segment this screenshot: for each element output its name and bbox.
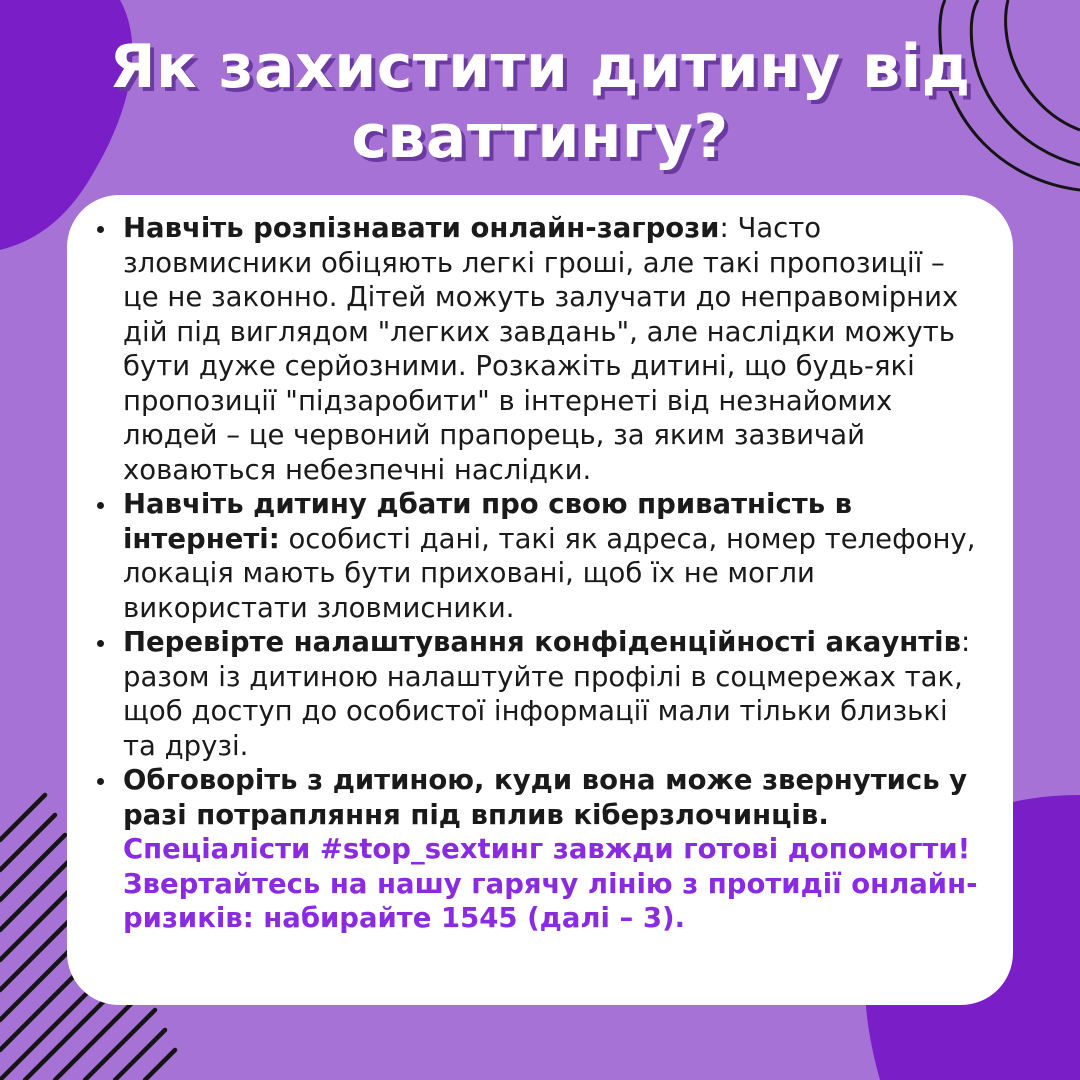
page-title bbox=[0, 32, 1080, 172]
tip-heading: Навчіть дитину дбати про свою приватність в інтернеті: bbox=[123, 488, 853, 555]
tip-separator: : bbox=[719, 212, 729, 244]
hotline-highlight: Спеціалісти #stop_sextинг завжди готові допомогти! Звертайтесь на нашу гарячу лінію з протидії онлайн-ризиків: набирайте 1545 (далі – 3). bbox=[123, 833, 978, 934]
tips-card bbox=[67, 195, 1013, 1005]
tip-body: особисті дані, такі як адреса, номер телефону, локація мають бути приховані, щоб їх не могли використати зловмисники. bbox=[123, 522, 976, 624]
tip-body: разом із дитиною налаштуйте профілі в соцмережах так, щоб доступ до особистої інформації мали тільки близькі та друзі. bbox=[123, 660, 963, 762]
title-line-2: сваттингу? bbox=[351, 102, 729, 172]
title-line-1: Як захистити дитину від bbox=[109, 32, 971, 102]
tip-item-privacy-settings bbox=[119, 625, 985, 763]
tip-item-privacy bbox=[119, 487, 985, 625]
tip-item-recognize-threats bbox=[119, 211, 985, 487]
tip-body: Часто зловмисники обіцяють легкі гроші, але такі пропозиції – це не законно. Дітей можуть залучати до неправомірних дій під виглядом "легких завдань", але наслідки можуть бути дуже серйозними. Розкажіть дитині, що будь-які пропозиції "підзаробити" в інтернеті від незнайомих людей – це червоний прапорець, за яким зазвичай ховаються небезпечні наслідки. bbox=[123, 212, 959, 486]
tip-heading: Обговоріть з дитиною, куди вона може звернутись у разі потрапляння під вплив кіберзлочинців. bbox=[123, 764, 968, 831]
tip-separator: : bbox=[961, 626, 971, 658]
tip-item-discuss-help bbox=[119, 763, 985, 936]
tips-list bbox=[119, 211, 985, 936]
tip-heading: Навчіть розпізнавати онлайн-загрози bbox=[123, 212, 720, 244]
tip-heading: Перевірте налаштування конфіденційності акаунтів bbox=[123, 626, 962, 658]
